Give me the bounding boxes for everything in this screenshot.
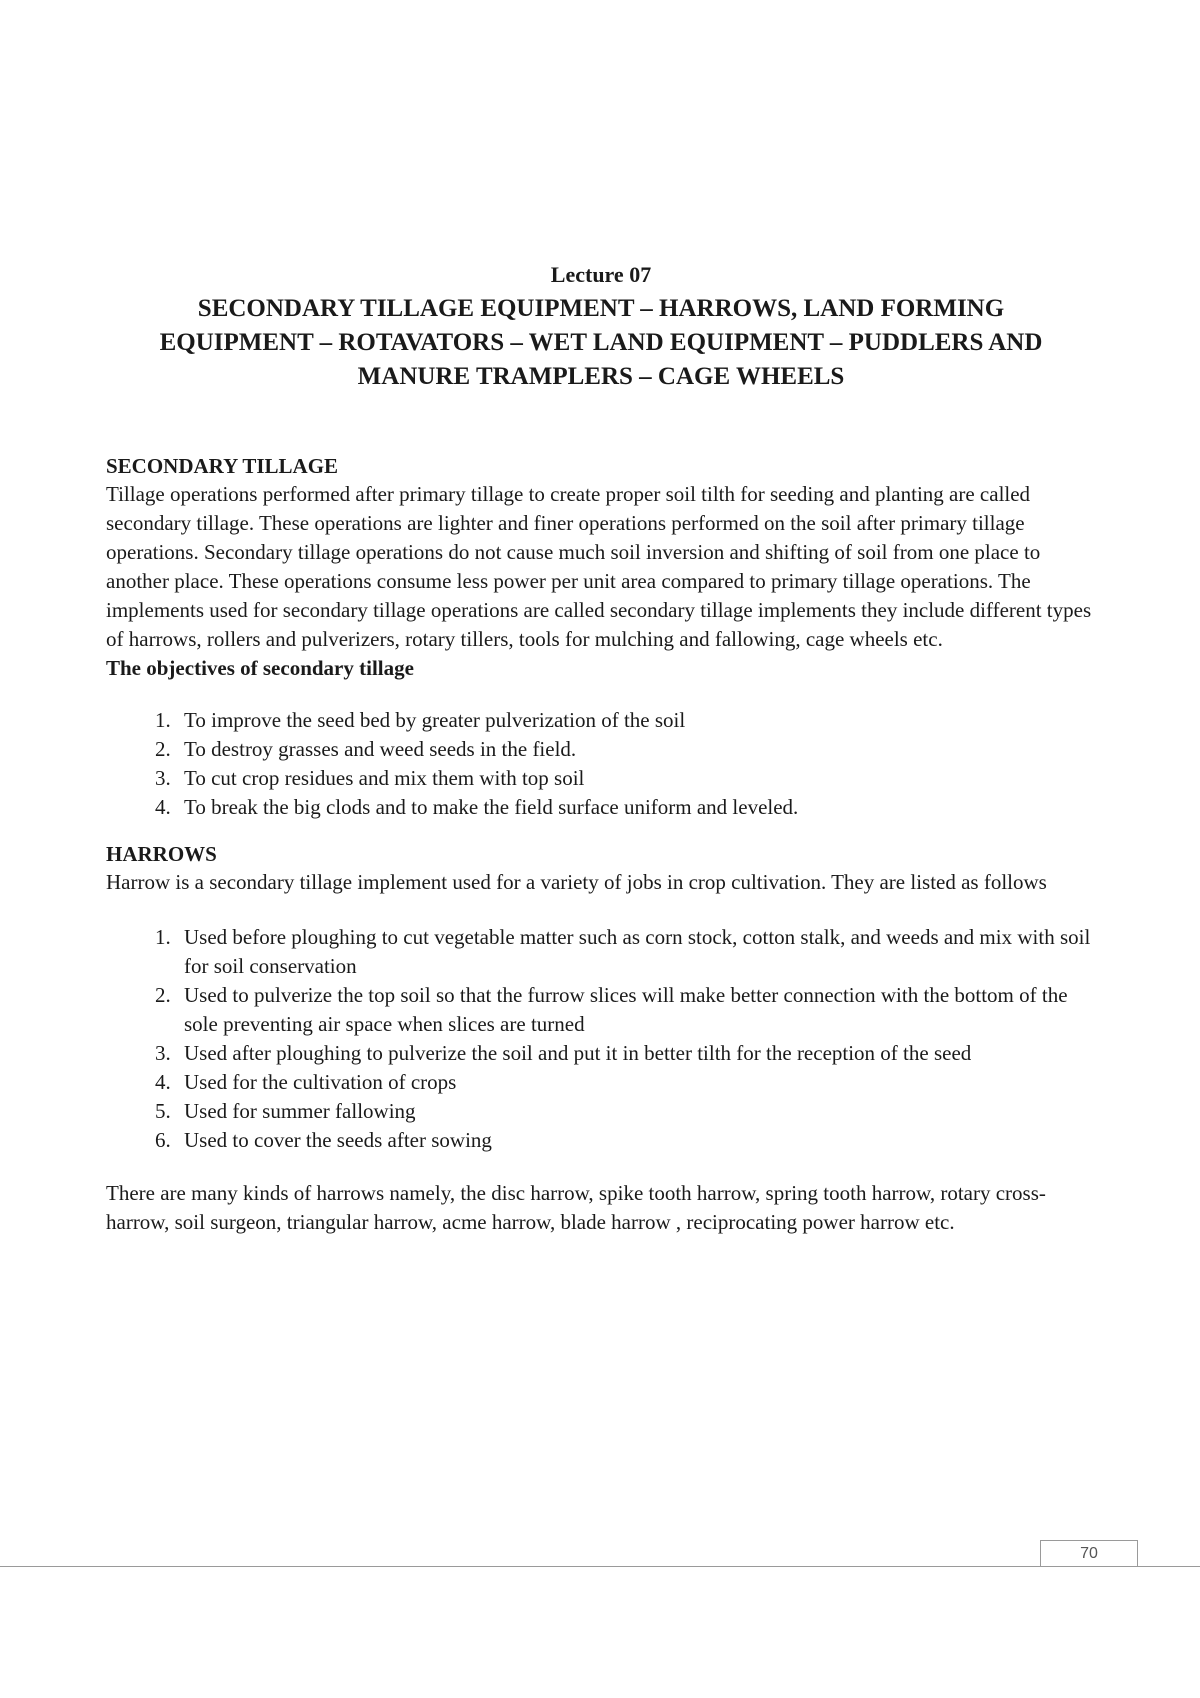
list-item: 6. Used to cover the seeds after sowing (176, 1126, 1096, 1155)
list-item: 2. To destroy grasses and weed seeds in the field. (176, 735, 1096, 764)
list-item: 1. Used before ploughing to cut vegetable matter such as corn stock, cotton stalk, and weeds and mix with soil for soil conservation (176, 923, 1096, 981)
list-item: 2. Used to pulverize the top soil so that the furrow slices will make better connection with the bottom of the sole preventing air space when slices are turned (176, 981, 1096, 1039)
lecture-number: Lecture 07 (550, 262, 652, 287)
objectives-list (106, 706, 1096, 822)
list-item: 4. Used for the cultivation of crops (176, 1068, 1096, 1097)
page-title: SECONDARY TILLAGE EQUIPMENT – HARROWS, LAND FORMING EQUIPMENT – ROTAVATORS – WET LAND EQUIPMENT – PUDDLERS AND MANURE TRAMPLERS – CAGE WHEELS (159, 295, 1043, 390)
list-item: 1. To improve the seed bed by greater pulverization of the soil (176, 706, 1096, 735)
harrows-heading: HARROWS (106, 842, 217, 866)
list-item: 5. Used for summer fallowing (176, 1097, 1096, 1126)
secondary-tillage-heading: SECONDARY TILLAGE (106, 454, 339, 478)
list-item: 3. Used after ploughing to pulverize the soil and put it in better tilth for the reception of the seed (176, 1039, 1096, 1068)
harrow-kinds-paragraph: There are many kinds of harrows namely, the disc harrow, spike tooth harrow, spring tooth harrow, rotary cross- harrow, soil surgeon, triangular harrow, acme harrow, blade harrow , reciprocating power harrow etc. (106, 1181, 1046, 1234)
secondary-tillage-paragraph: Tillage operations performed after primary tillage to create proper soil tilth for seeding and planting are called secondary tillage. These operations are lighter and finer operations performed on the soil after primary tillage operations. Secondary tillage operations do not cause much soil inversion and shifting of soil from one place to another place. These operations consume less power per unit area compared to primary tillage operations. The implements used for secondary tillage operations are called secondary tillage implements they include different types of harrows, rollers and pulverizers, rotary tillers, tools for mulching and fallowing, cage wheels etc. (106, 482, 1092, 651)
harrows-intro-paragraph: Harrow is a secondary tillage implement used for a variety of jobs in crop cultivation. They are listed as follows (106, 870, 1047, 894)
page-number: 70 (1040, 1540, 1138, 1567)
footer-rule (0, 1566, 1200, 1567)
harrow-uses-list (106, 923, 1096, 1155)
list-item: 3. To cut crop residues and mix them with top soil (176, 764, 1096, 793)
document-page (106, 262, 1096, 1237)
list-item: 4. To break the big clods and to make the field surface uniform and leveled. (176, 793, 1096, 822)
objectives-heading: The objectives of secondary tillage (106, 656, 414, 680)
